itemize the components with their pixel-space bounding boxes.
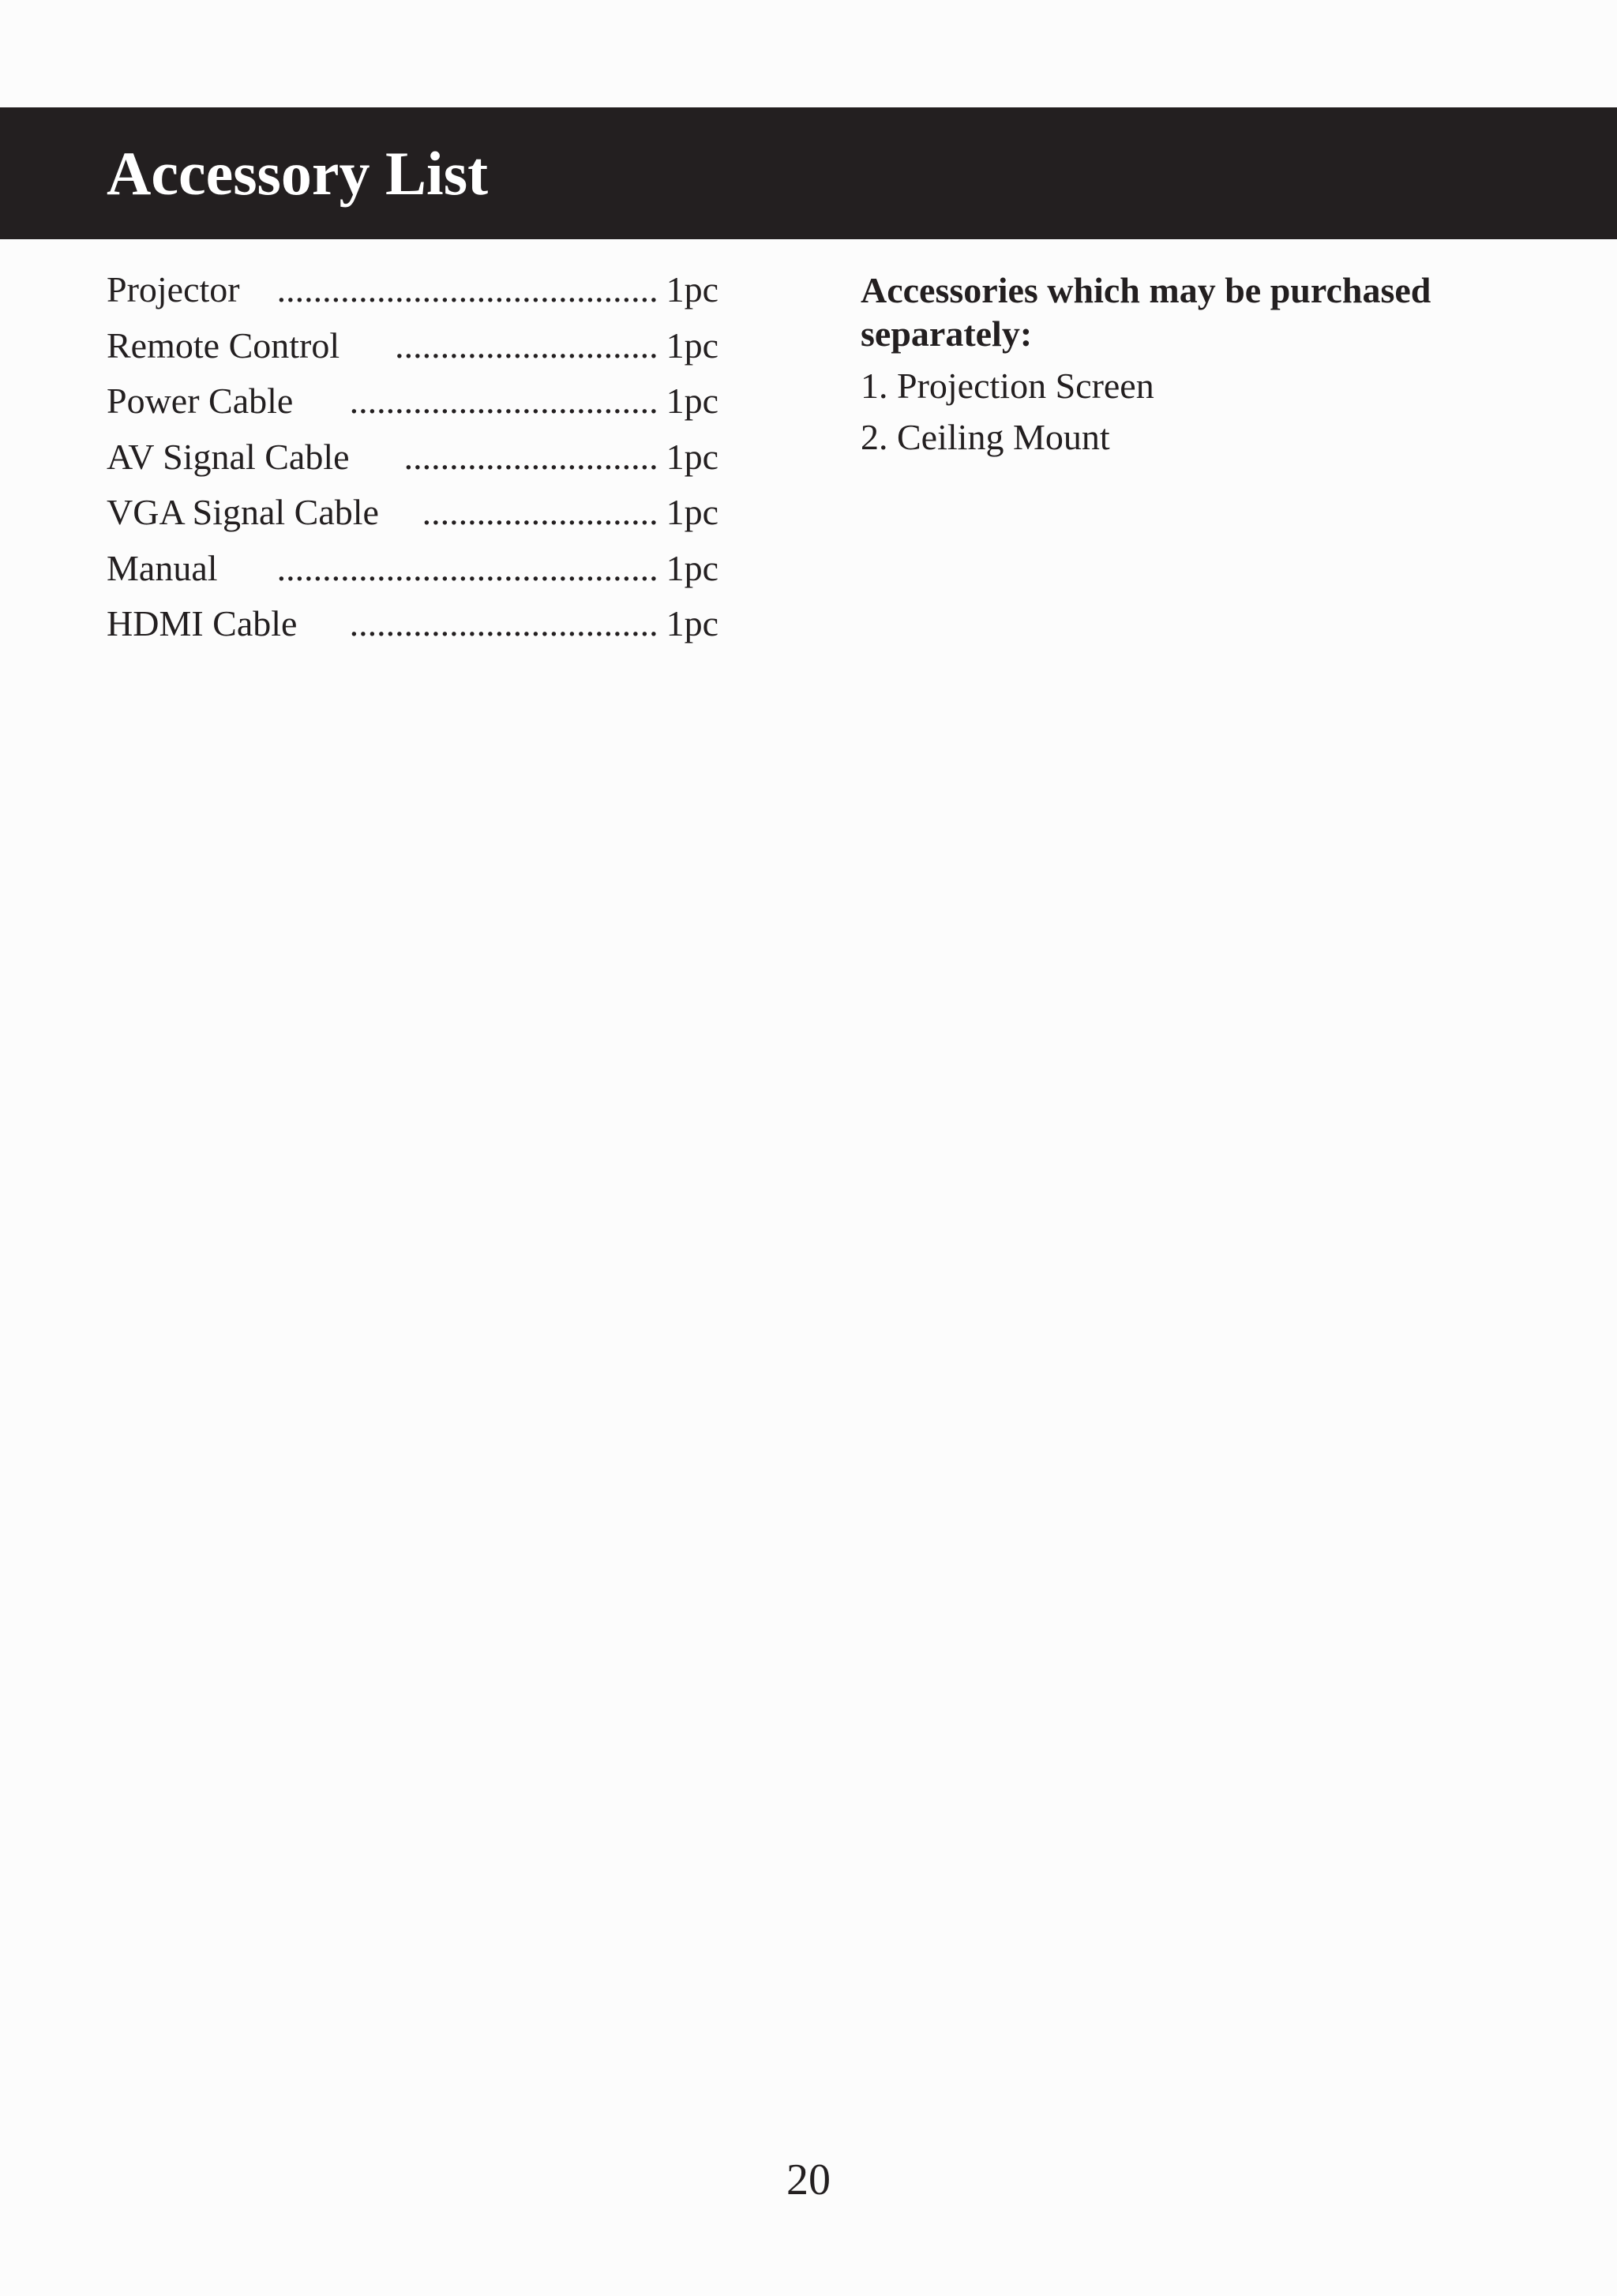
item-quantity: 1pc bbox=[666, 492, 718, 532]
item-quantity: 1pc bbox=[666, 436, 718, 477]
dot-leader: ............................. bbox=[395, 325, 658, 366]
list-item: 2. Ceiling Mount bbox=[861, 417, 1110, 457]
included-accessories-list bbox=[107, 262, 718, 652]
list-item bbox=[107, 262, 718, 318]
item-line bbox=[107, 430, 718, 485]
item-name: HDMI Cable bbox=[107, 603, 298, 643]
list-item bbox=[107, 485, 718, 541]
item-name: Projector bbox=[107, 269, 240, 310]
item-quantity: 1pc bbox=[666, 603, 718, 643]
item-line bbox=[107, 262, 718, 317]
page-title: Accessory List bbox=[107, 139, 489, 208]
item-quantity: 1pc bbox=[666, 325, 718, 366]
item-name: VGA Signal Cable bbox=[107, 492, 379, 532]
optional-accessories-section bbox=[861, 268, 1571, 463]
item-quantity: 1pc bbox=[666, 269, 718, 310]
item-line bbox=[107, 541, 718, 596]
item-quantity: 1pc bbox=[666, 381, 718, 421]
dot-leader: ............................ bbox=[403, 436, 658, 477]
dot-leader: .......................... bbox=[422, 492, 658, 532]
optional-accessories-list bbox=[861, 360, 1571, 463]
item-name: Remote Control bbox=[107, 325, 340, 366]
item-name: AV Signal Cable bbox=[107, 436, 350, 477]
item-line bbox=[107, 373, 718, 429]
item-name: Power Cable bbox=[107, 381, 294, 421]
list-item bbox=[107, 596, 718, 652]
list-item: 1. Projection Screen bbox=[861, 366, 1154, 406]
item-name: Manual bbox=[107, 547, 218, 588]
page-number: 20 bbox=[786, 2155, 831, 2204]
dot-leader: .................................. bbox=[349, 603, 658, 643]
optional-accessories-heading: Accessories which may be purchased separately: bbox=[861, 270, 1431, 354]
dot-leader: .......................................... bbox=[276, 547, 658, 588]
item-quantity: 1pc bbox=[666, 547, 718, 588]
dot-leader: .................................. bbox=[349, 381, 658, 421]
list-item bbox=[107, 541, 718, 597]
item-line bbox=[107, 318, 718, 373]
list-item bbox=[107, 318, 718, 374]
header-bar bbox=[0, 107, 1617, 239]
item-line bbox=[107, 485, 718, 540]
list-item bbox=[107, 373, 718, 430]
list-item bbox=[107, 430, 718, 486]
dot-leader: .......................................... bbox=[276, 269, 658, 310]
item-line bbox=[107, 596, 718, 651]
